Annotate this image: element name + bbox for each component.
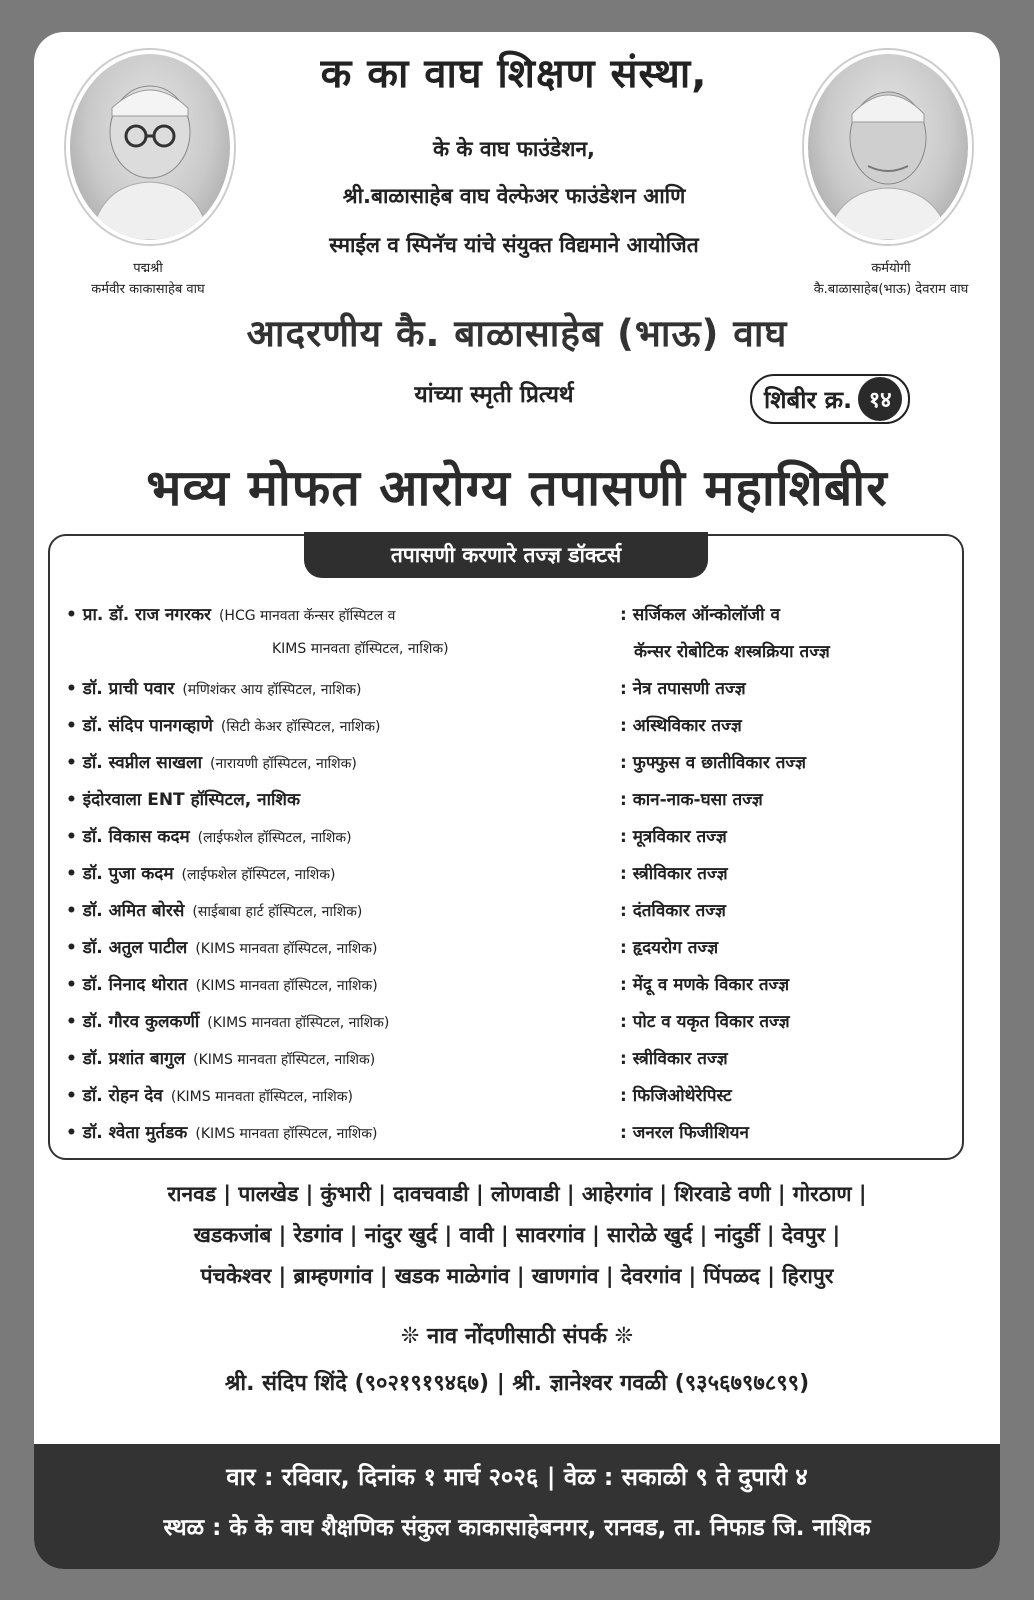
person-icon	[70, 54, 230, 240]
doctor-specialty: : पोट व यकृत विकार तज्ज्ञ	[620, 1012, 790, 1032]
doctor-specialty: : दंतविकार तज्ज्ञ	[620, 901, 726, 921]
doctor-name: • इंदोरवाला ENT हॉस्पिटल, नाशिक	[66, 790, 301, 810]
contact-heading: ❊ नाव नोंदणीसाठी संपर्क ❊	[400, 1324, 634, 1349]
doctor-name: • डॉ. पुजा कदम	[66, 864, 174, 884]
poster-card	[34, 32, 1000, 1569]
portrait-left-name: कर्मवीर काकासाहेब वाघ	[91, 282, 205, 297]
footer-bar	[34, 1444, 1000, 1569]
doctor-hospital: (KIMS मानवता हॉस्पिटल, नाशिक)	[195, 978, 378, 994]
doctor-name: • डॉ. निनाद थोरात	[66, 975, 188, 995]
doctor-row	[66, 972, 946, 1009]
doctor-hospital: (KIMS मानवता हॉस्पिटल, नाशिक)	[170, 1089, 353, 1105]
villages-line-3: पंचकेश्वर | ब्राम्हणगांव | खडक माळेगांव | खाणगांव | देवरगांव | पिंपळद | हिरापुर	[200, 1264, 834, 1288]
doctor-name: • डॉ. प्रशांत बागुल	[66, 1049, 186, 1069]
portrait-right-caption	[786, 258, 996, 300]
doctors-list	[66, 602, 946, 1157]
doctors-box	[48, 534, 964, 1160]
doctor-name: • डॉ. गौरव कुलकर्णी	[66, 1012, 200, 1032]
date-time-line: वार : रविवार, दिनांक १ मार्च २०२६ | वेळ : सकाळी ९ ते दुपारी ४	[226, 1463, 808, 1491]
camp-number-badge	[750, 374, 910, 424]
doctor-row	[66, 861, 946, 898]
organizer-line-4: स्माईल व स्पिनॅच यांचे संयुक्त विद्यमाने आयोजित	[329, 233, 699, 257]
doctor-row	[66, 787, 946, 824]
villages-list	[44, 1180, 990, 1303]
doctor-name: • डॉ. रोहन देव	[66, 1086, 163, 1106]
portrait-left-caption	[48, 258, 248, 300]
doctor-hospital: (KIMS मानवता हॉस्पिटल, नाशिक)	[195, 941, 378, 957]
portrait-right	[804, 50, 972, 244]
doctor-name: • डॉ. प्राची पवार	[66, 679, 175, 699]
doctor-specialty: : मेंदू व मणके विकार तज्ज्ञ	[620, 975, 790, 995]
doctor-hospital: (लाईफशेल हॉस्पिटल, नाशिक)	[181, 867, 336, 883]
doctor-name: • डॉ. अतुल पाटील	[66, 938, 188, 958]
doctor-name: • डॉ. श्वेता मुर्तडक	[66, 1123, 188, 1143]
villages-line-1: रानवड | पालखेड | कुंभारी | दावचवाडी | लोणवाडी | आहेरगांव | शिरवाडे वणी | गोरठाण |	[167, 1182, 867, 1206]
doctor-row	[66, 1009, 946, 1046]
doctor-row	[66, 935, 946, 972]
doctor-name: • डॉ. विकास कदम	[66, 827, 190, 847]
doctors-heading: तपासणी करणारे तज्ज्ञ डॉक्टर्स	[304, 532, 708, 578]
villages-line-2: खडकजांब | रेडगांव | नांदुर खुर्द | वावी | सावरगांव | सारोळे खुर्द | नांदुर्डी | देवपुर |	[193, 1223, 841, 1247]
contact-line: श्री. संदिप शिंदे (९०२१९१९४६७) | श्री. ज्ञानेश्वर गवळी (९३५६७९७८९९)	[224, 1371, 810, 1396]
doctor-hospital: (KIMS मानवता हॉस्पिटल, नाशिक)	[195, 1126, 378, 1142]
doctor-specialty: : फुफ्फुस व छातीविकार तज्ज्ञ	[620, 753, 807, 773]
organizer-line-3: श्री.बाळासाहेब वाघ वेल्फेअर फाउंडेशन आणि	[342, 184, 686, 208]
doctor-row	[66, 602, 946, 676]
doctor-specialty: : स्त्रीविकार तज्ज्ञ	[620, 1049, 728, 1069]
doctor-specialty: : कान-नाक-घसा तज्ज्ञ	[620, 790, 763, 810]
doctor-row	[66, 1046, 946, 1083]
doctor-hospital: (लाईफशेल हॉस्पिटल, नाशिक)	[197, 830, 352, 846]
portrait-right-name: कै.बाळासाहेब(भाऊ) देवराम वाघ	[813, 282, 969, 297]
doctor-hospital: (KIMS मानवता हॉस्पिटल, नाशिक)	[207, 1015, 390, 1031]
doctor-name: • प्रा. डॉ. राज नगरकर	[66, 605, 211, 625]
doctor-hospital: (KIMS मानवता हॉस्पिटल, नाशिक)	[193, 1052, 376, 1068]
portrait-right-title: कर्मयोगी	[871, 261, 911, 276]
doctor-name: • डॉ. संदिप पानगव्हाणे	[66, 716, 213, 736]
doctor-name: • डॉ. अमित बोरसे	[66, 901, 185, 921]
doctor-hospital: (साईबाबा हार्ट हॉस्पिटल, नाशिक)	[192, 904, 363, 920]
portrait-left	[66, 50, 234, 244]
doctor-row	[66, 1120, 946, 1157]
doctor-specialty: : मूत्रविकार तज्ज्ञ	[620, 827, 727, 847]
person-icon	[808, 54, 968, 240]
doctor-row	[66, 676, 946, 713]
doctor-specialty: : नेत्र तपासणी तज्ज्ञ	[620, 679, 746, 699]
doctor-row	[66, 713, 946, 750]
main-title: भव्य मोफत आरोग्य तपासणी महाशिबीर	[146, 459, 888, 517]
doctor-row	[66, 750, 946, 787]
doctor-specialty: : सर्जिकल ऑन्कोलॉजी व	[620, 605, 780, 625]
doctor-hospital: (HCG मानवता कॅन्सर हॉस्पिटल व	[218, 608, 396, 624]
doctor-row	[66, 898, 946, 935]
doctor-hospital-line2: KIMS मानवता हॉस्पिटल, नाशिक)	[272, 641, 449, 657]
organization-title: क का वाघ शिक्षण संस्था,	[320, 51, 708, 97]
doctor-row	[66, 824, 946, 861]
doctor-hospital: (सिटी केअर हॉस्पिटल, नाशिक)	[220, 719, 381, 735]
doctor-specialty: : जनरल फिजीशियन	[620, 1123, 749, 1143]
memory-line: यांच्या स्मृती प्रित्यर्थ	[414, 382, 574, 408]
venue-line: स्थळ : के के वाघ शैक्षणिक संकुल काकासाहेबनगर, रानवड, ता. निफाड जि. नाशिक	[163, 1515, 871, 1541]
camp-number: १४	[858, 377, 902, 421]
doctor-row	[66, 1083, 946, 1120]
doctor-specialty-line2: कॅन्सर रोबोटिक शस्त्रक्रिया तज्ज्ञ	[634, 642, 830, 662]
organizer-line-2: के के वाघ फाउंडेशन,	[432, 137, 595, 161]
doctor-specialty: : हृदयरोग तज्ज्ञ	[620, 938, 719, 958]
portrait-left-title: पद्मश्री	[133, 261, 163, 276]
doctor-specialty: : अस्थिविकार तज्ज्ञ	[620, 716, 742, 736]
honoree-name: आदरणीय कै. बाळासाहेब (भाऊ) वाघ	[246, 312, 788, 355]
doctor-hospital: (मणिशंकर आय हॉस्पिटल, नाशिक)	[182, 682, 362, 698]
doctor-specialty: : फिजिओथेरेपिस्ट	[620, 1086, 732, 1106]
camp-label: शिबीर क्र.	[764, 385, 853, 414]
doctor-name: • डॉ. स्वप्नील साखला	[66, 753, 202, 773]
doctor-specialty: : स्त्रीविकार तज्ज्ञ	[620, 864, 728, 884]
doctor-hospital: (नारायणी हॉस्पिटल, नाशिक)	[209, 756, 357, 772]
